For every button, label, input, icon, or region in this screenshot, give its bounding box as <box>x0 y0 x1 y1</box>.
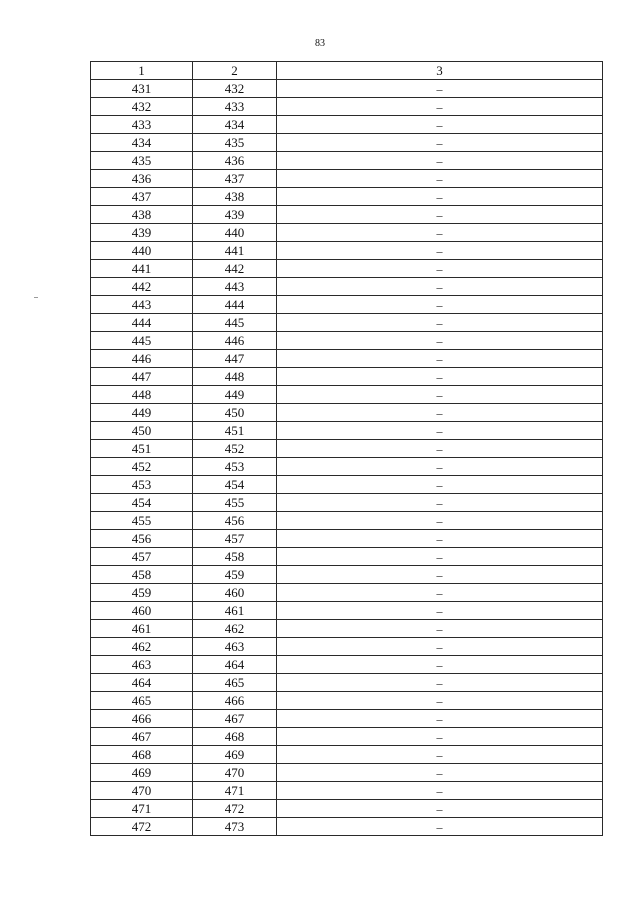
table-row <box>91 134 603 152</box>
cell-col-2: 449 <box>193 386 277 404</box>
cell-col-3: – <box>277 188 603 206</box>
cell-col-2: 461 <box>193 602 277 620</box>
table-row <box>91 224 603 242</box>
cell-col-2: 458 <box>193 548 277 566</box>
cell-col-2: 456 <box>193 512 277 530</box>
cell-col-1: 450 <box>91 422 193 440</box>
cell-col-1: 454 <box>91 494 193 512</box>
column-header-2: 2 <box>193 62 277 80</box>
cell-col-3: – <box>277 332 603 350</box>
cell-col-3: – <box>277 296 603 314</box>
cell-col-3: – <box>277 206 603 224</box>
cell-col-2: 459 <box>193 566 277 584</box>
cell-col-2: 469 <box>193 746 277 764</box>
cell-col-2: 433 <box>193 98 277 116</box>
table-row <box>91 728 603 746</box>
cell-col-2: 457 <box>193 530 277 548</box>
page-number: 83 <box>315 38 325 49</box>
cell-col-3: – <box>277 116 603 134</box>
cell-col-3: – <box>277 584 603 602</box>
cell-col-1: 464 <box>91 674 193 692</box>
table-row <box>91 602 603 620</box>
cell-col-1: 456 <box>91 530 193 548</box>
cell-col-3: – <box>277 710 603 728</box>
cell-col-1: 470 <box>91 782 193 800</box>
cell-col-2: 443 <box>193 278 277 296</box>
cell-col-2: 460 <box>193 584 277 602</box>
cell-col-2: 444 <box>193 296 277 314</box>
cell-col-1: 471 <box>91 800 193 818</box>
cell-col-1: 460 <box>91 602 193 620</box>
cell-col-3: – <box>277 314 603 332</box>
table-row <box>91 746 603 764</box>
table-row <box>91 800 603 818</box>
table-row <box>91 80 603 98</box>
table-row <box>91 512 603 530</box>
cell-col-3: – <box>277 764 603 782</box>
cell-col-1: 440 <box>91 242 193 260</box>
cell-col-1: 431 <box>91 80 193 98</box>
cell-col-3: – <box>277 152 603 170</box>
table-row <box>91 278 603 296</box>
table-row <box>91 242 603 260</box>
cell-col-1: 444 <box>91 314 193 332</box>
cell-col-1: 459 <box>91 584 193 602</box>
cell-col-1: 461 <box>91 620 193 638</box>
table-row <box>91 422 603 440</box>
cell-col-1: 443 <box>91 296 193 314</box>
cell-col-2: 471 <box>193 782 277 800</box>
cell-col-1: 472 <box>91 818 193 836</box>
table-row <box>91 620 603 638</box>
table-header-row <box>91 62 603 80</box>
cell-col-2: 452 <box>193 440 277 458</box>
cell-col-2: 448 <box>193 368 277 386</box>
table-row <box>91 764 603 782</box>
cell-col-1: 446 <box>91 350 193 368</box>
cell-col-2: 451 <box>193 422 277 440</box>
cell-col-3: – <box>277 728 603 746</box>
cell-col-3: – <box>277 224 603 242</box>
cell-col-2: 445 <box>193 314 277 332</box>
table-row <box>91 440 603 458</box>
cell-col-1: 468 <box>91 746 193 764</box>
table-row <box>91 188 603 206</box>
cell-col-2: 472 <box>193 800 277 818</box>
cell-col-2: 455 <box>193 494 277 512</box>
table-row <box>91 404 603 422</box>
table-row <box>91 566 603 584</box>
cell-col-2: 446 <box>193 332 277 350</box>
cell-col-2: 440 <box>193 224 277 242</box>
cell-col-2: 441 <box>193 242 277 260</box>
table-row <box>91 206 603 224</box>
table-row <box>91 152 603 170</box>
cell-col-3: – <box>277 476 603 494</box>
table-row <box>91 530 603 548</box>
cell-col-1: 438 <box>91 206 193 224</box>
cell-col-1: 457 <box>91 548 193 566</box>
table-row <box>91 458 603 476</box>
cell-col-3: – <box>277 242 603 260</box>
table-row <box>91 350 603 368</box>
cell-col-1: 441 <box>91 260 193 278</box>
cell-col-3: – <box>277 782 603 800</box>
cell-col-3: – <box>277 260 603 278</box>
table-row <box>91 818 603 836</box>
table-row <box>91 368 603 386</box>
cell-col-3: – <box>277 674 603 692</box>
cell-col-2: 466 <box>193 692 277 710</box>
table-row <box>91 548 603 566</box>
cell-col-1: 466 <box>91 710 193 728</box>
table-row <box>91 692 603 710</box>
table-row <box>91 674 603 692</box>
cell-col-1: 432 <box>91 98 193 116</box>
cell-col-3: – <box>277 458 603 476</box>
cell-col-3: – <box>277 692 603 710</box>
table-row <box>91 656 603 674</box>
cell-col-3: – <box>277 602 603 620</box>
cell-col-1: 462 <box>91 638 193 656</box>
cell-col-3: – <box>277 818 603 836</box>
cell-col-1: 439 <box>91 224 193 242</box>
cell-col-1: 437 <box>91 188 193 206</box>
cell-col-2: 468 <box>193 728 277 746</box>
table-row <box>91 98 603 116</box>
data-table <box>90 61 603 836</box>
cell-col-2: 463 <box>193 638 277 656</box>
cell-col-1: 448 <box>91 386 193 404</box>
cell-col-1: 469 <box>91 764 193 782</box>
cell-col-3: – <box>277 134 603 152</box>
cell-col-3: – <box>277 80 603 98</box>
cell-col-1: 458 <box>91 566 193 584</box>
cell-col-3: – <box>277 368 603 386</box>
cell-col-2: 470 <box>193 764 277 782</box>
cell-col-1: 434 <box>91 134 193 152</box>
cell-col-2: 434 <box>193 116 277 134</box>
table-row <box>91 386 603 404</box>
table-row <box>91 260 603 278</box>
cell-col-1: 465 <box>91 692 193 710</box>
cell-col-3: – <box>277 278 603 296</box>
cell-col-3: – <box>277 404 603 422</box>
cell-col-3: – <box>277 548 603 566</box>
column-header-3: 3 <box>277 62 603 80</box>
cell-col-3: – <box>277 566 603 584</box>
cell-col-1: 435 <box>91 152 193 170</box>
cell-col-2: 436 <box>193 152 277 170</box>
cell-col-1: 455 <box>91 512 193 530</box>
table-row <box>91 710 603 728</box>
cell-col-2: 462 <box>193 620 277 638</box>
cell-col-3: – <box>277 98 603 116</box>
cell-col-2: 450 <box>193 404 277 422</box>
column-header-1: 1 <box>91 62 193 80</box>
cell-col-1: 452 <box>91 458 193 476</box>
cell-col-1: 442 <box>91 278 193 296</box>
cell-col-1: 447 <box>91 368 193 386</box>
cell-col-3: – <box>277 638 603 656</box>
cell-col-3: – <box>277 656 603 674</box>
table-row <box>91 782 603 800</box>
cell-col-3: – <box>277 350 603 368</box>
table-row <box>91 638 603 656</box>
table-body <box>91 80 603 836</box>
cell-col-3: – <box>277 494 603 512</box>
cell-col-3: – <box>277 386 603 404</box>
cell-col-1: 436 <box>91 170 193 188</box>
cell-col-2: 442 <box>193 260 277 278</box>
table-row <box>91 296 603 314</box>
table-row <box>91 170 603 188</box>
cell-col-3: – <box>277 746 603 764</box>
cell-col-1: 449 <box>91 404 193 422</box>
cell-col-2: 437 <box>193 170 277 188</box>
cell-col-2: 467 <box>193 710 277 728</box>
cell-col-3: – <box>277 800 603 818</box>
table-row <box>91 494 603 512</box>
cell-col-2: 439 <box>193 206 277 224</box>
cell-col-1: 463 <box>91 656 193 674</box>
cell-col-3: – <box>277 170 603 188</box>
cell-col-3: – <box>277 620 603 638</box>
cell-col-1: 453 <box>91 476 193 494</box>
cell-col-2: 447 <box>193 350 277 368</box>
cell-col-3: – <box>277 422 603 440</box>
cell-col-1: 433 <box>91 116 193 134</box>
cell-col-2: 453 <box>193 458 277 476</box>
cell-col-3: – <box>277 530 603 548</box>
cell-col-2: 438 <box>193 188 277 206</box>
cell-col-1: 445 <box>91 332 193 350</box>
cell-col-1: 451 <box>91 440 193 458</box>
table-row <box>91 314 603 332</box>
cell-col-3: – <box>277 512 603 530</box>
scan-mark <box>34 297 38 298</box>
table-row <box>91 584 603 602</box>
cell-col-2: 435 <box>193 134 277 152</box>
table-row <box>91 476 603 494</box>
table-row <box>91 332 603 350</box>
table-row <box>91 116 603 134</box>
cell-col-2: 473 <box>193 818 277 836</box>
cell-col-2: 454 <box>193 476 277 494</box>
cell-col-2: 432 <box>193 80 277 98</box>
cell-col-1: 467 <box>91 728 193 746</box>
cell-col-2: 464 <box>193 656 277 674</box>
cell-col-2: 465 <box>193 674 277 692</box>
cell-col-3: – <box>277 440 603 458</box>
